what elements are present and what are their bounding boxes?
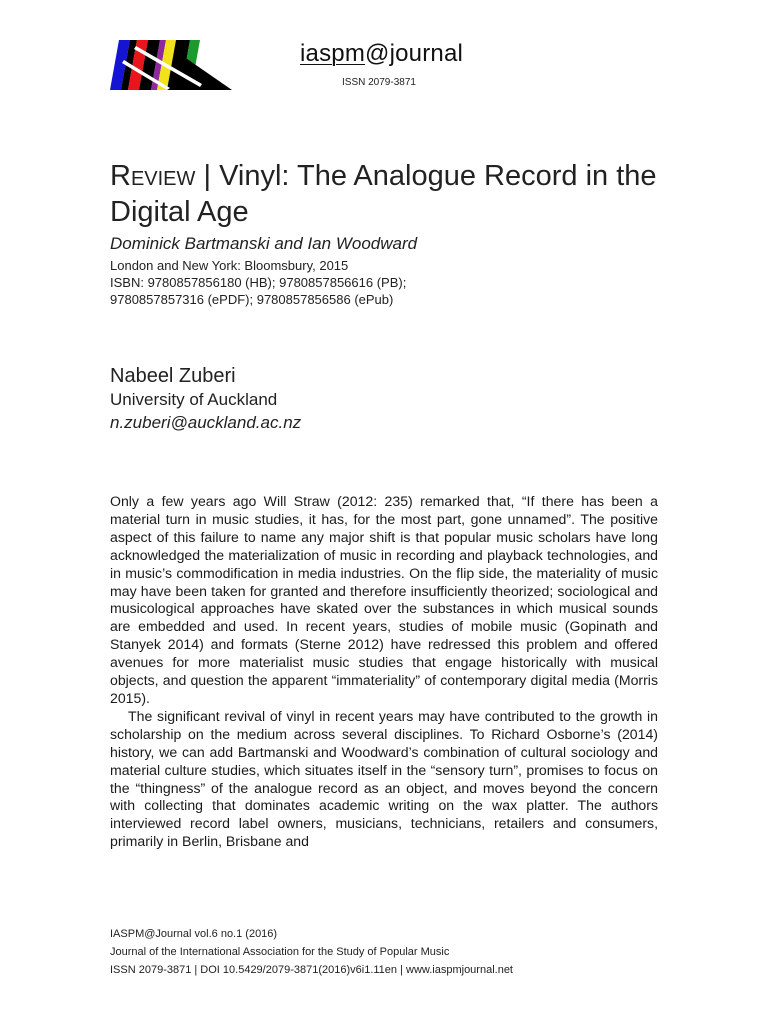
body-paragraph-2: The significant revival of vinyl in recent years may have contributed to the growth in scholarship on the medium across several disciplines. To Richard Osborne’s (2014) history, we can add Bartmanski and Woodward’s combination of cultural sociology and material culture studies, which situates itself in the “sensory turn”, promises to focus on the “thingness” of the analogue record as an object, and moves beyond the concern with collecting that dominates academic writing on the wax platter. The authors interviewed record label owners, musicians, technicians, retailers and consumers, primarily in Berlin, Brisbane and bbox=[110, 707, 658, 850]
reviewer-name: Nabeel Zuberi bbox=[110, 365, 236, 387]
footer-issn-doi: ISSN 2079-3871 | DOI 10.5429/2079-3871(2016)v6i1.11en | www.iaspmjournal.net bbox=[110, 964, 513, 976]
footer-volume: IASPM@Journal vol.6 no.1 (2016) bbox=[110, 928, 278, 940]
book-publisher: London and New York: Bloomsbury, 2015 bbox=[110, 258, 349, 273]
body-paragraph-1: Only a few years ago Will Straw (2012: 235) remarked that, “If there has been a material turn in music studies, it has, for the most part, gone unnamed”. The positive aspect of this failure to name any major shift is that popular music scholars have long acknowledged the materialization of music in recording and playback technologies, and in music’s commodification in media industries. On the flip side, the materiality of music may have been taken for granted and therefore insufficiently theorized; sociological and musicological approaches have skated over the substances in which musical sounds are embedded and used. In recent years, studies of mobile music (Gopinath and Stanyek 2014) and formats (Sterne 2012) have redressed this problem and offered avenues for more materialist music studies that engage historically with musical objects, and question the apparent “immateriality” of contemporary digital media (Morris 2015). bbox=[110, 493, 658, 706]
article-title bbox=[110, 158, 670, 230]
book-isbn-line-1: ISBN: 9780857856180 (HB); 9780857856616 (PB); bbox=[110, 275, 407, 290]
review-body bbox=[110, 493, 658, 851]
journal-brand bbox=[300, 40, 464, 88]
book-authors: Dominick Bartmanski and Ian Woodward bbox=[110, 234, 418, 253]
book-isbn-line-2: 9780857857316 (ePDF); 9780857856586 (ePub) bbox=[110, 292, 394, 307]
title-main: Vinyl: The Analogue Record in the Digital Age bbox=[110, 160, 657, 228]
footer-journal-full-name: Journal of the International Association for the Study of Popular Music bbox=[110, 946, 450, 958]
journal-name-suffix: @journal bbox=[365, 40, 464, 67]
journal-logo bbox=[110, 40, 232, 90]
book-meta bbox=[110, 257, 406, 308]
reviewer-block bbox=[110, 364, 301, 434]
title-prefix: Review bbox=[110, 160, 196, 192]
reviewer-institution: University of Auckland bbox=[110, 390, 278, 409]
reviewer-email[interactable]: n.zuberi@auckland.ac.nz bbox=[110, 413, 302, 432]
page-footer bbox=[110, 925, 513, 979]
title-separator: | bbox=[195, 160, 220, 192]
journal-issn: ISSN 2079-3871 bbox=[342, 77, 416, 88]
journal-name-prefix: iaspm bbox=[300, 40, 366, 67]
logo-black-wedge bbox=[175, 54, 232, 90]
journal-name bbox=[300, 40, 463, 68]
